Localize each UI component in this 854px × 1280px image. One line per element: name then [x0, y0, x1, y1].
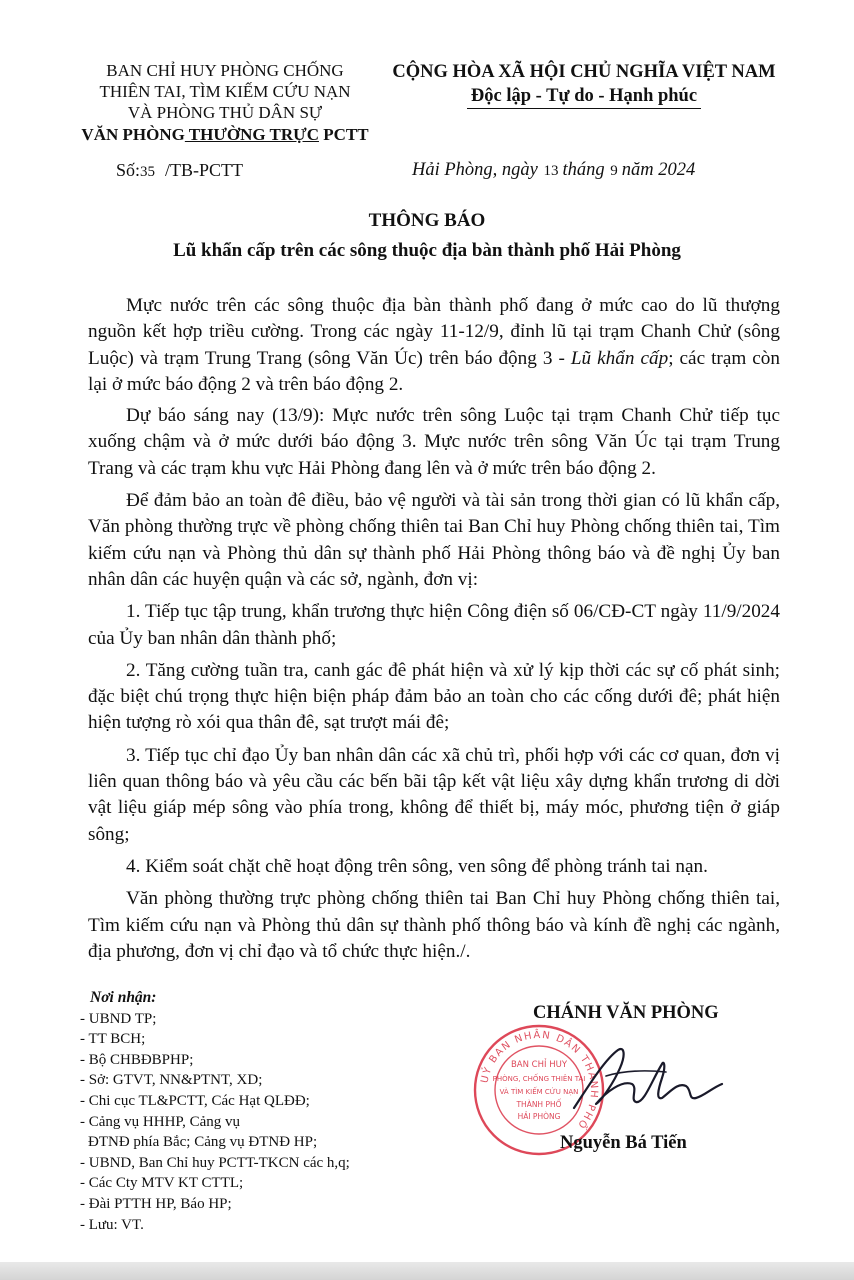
paragraph-closing: Văn phòng thường trực phòng chống thiên tai Ban Chỉ huy Phòng chống thiên tai, Tìm kiếm cứu nạn và Phòng thủ dân sự thành phố thông báo và kính đề nghị các ngành, địa phương, đơn vị chỉ đạo và tổ chức thực hiện./. — [88, 888, 780, 962]
nation-name: CỘNG HÒA XÃ HỘI CHỦ NGHĨA VIỆT NAM — [392, 62, 776, 82]
recipient-item: - UBND TP; — [80, 1010, 157, 1027]
recipient-item: - Lưu: VT. — [80, 1216, 144, 1233]
paragraph-situation-italic: Lũ khẩn cấp — [570, 347, 669, 369]
office-name-post: PCTT — [318, 125, 369, 144]
seal-ring-text: UỶ BAN NHÂN DÂN THÀNH PHỐ — [479, 1029, 600, 1132]
signer-name: Nguyễn Bá Tiến — [560, 1133, 687, 1153]
recipient-item: ĐTNĐ phía Bắc; Cảng vụ ĐTNĐ HP; — [88, 1134, 318, 1151]
svg-text:PHÒNG, CHỐNG THIÊN TAI: PHÒNG, CHỐNG THIÊN TAI — [492, 1075, 586, 1083]
svg-text:VÀ TÌM KIẾM CỨU NẠN: VÀ TÌM KIẾM CỨU NẠN — [499, 1088, 579, 1096]
recipient-item: - Sở: GTVT, NN&PTNT, XD; — [80, 1072, 263, 1089]
recipient-item: - Bộ CHBĐBPHP; — [80, 1051, 194, 1068]
agency-line-1: BAN CHỈ HUY PHÒNG CHỐNG — [106, 61, 344, 80]
agency-line-2: THIÊN TAI, TÌM KIẾM CỨU NẠN — [99, 82, 351, 101]
list-item-2: 2. Tăng cường tuần tra, canh gác đê phát hiện và xử lý kịp thời các sự cố phát sinh; đặc biệt chú trọng thực hiện biện pháp đảm bảo an toàn cho các cống dưới đê; phát hiện hiện tượng rò xói qua thân đê, sạt trượt mái đê; — [88, 659, 780, 734]
bottom-edge-bar — [0, 1262, 854, 1280]
document-body — [88, 293, 780, 971]
agency-line-3: VÀ PHÒNG THỦ DÂN SỰ — [127, 103, 323, 122]
paragraph-situation-tail: ; các trạm còn lại ở mức báo động 2 và trên báo động 2. — [88, 347, 780, 395]
paragraph-forecast: Dự báo sáng nay (13/9): Mực nước trên sông Luộc tại trạm Chanh Chử tiếp tục xuống chậm và ở mức dưới báo động 3. Mực nước trên sông Văn Úc tại trạm Trung Trang và các trạm khu vực Hải Phòng đang lên và ở mức trên báo động 2. — [88, 405, 780, 479]
document-title: THÔNG BÁO — [368, 210, 486, 231]
paragraph-request: Để đảm bảo an toàn đê điều, bảo vệ người và tài sản trong thời gian có lũ khẩn cấp, Văn phòng thường trực về phòng chống thiên tai Ban Chỉ huy Phòng chống thiên tai, Tìm kiếm cứu nạn và Phòng thủ dân sự thành phố Hải Phòng thông báo và đề nghị Ủy ban nhân dân các huyện quận và các sở, ngành, đơn vị: — [88, 490, 780, 590]
document-number — [116, 160, 243, 181]
number-value: 35 — [140, 164, 156, 180]
national-header — [384, 60, 784, 109]
issuing-agency — [66, 60, 384, 145]
list-item-1: 1. Tiếp tục tập trung, khẩn trương thực hiện Công điện số 06/CĐ-CT ngày 11/9/2024 của Ủy ban nhân dân thành phố; — [88, 601, 780, 649]
date-day: 13 — [543, 163, 559, 179]
office-name-pre: VĂN PHÒNG — [81, 125, 185, 144]
recipient-item: - UBND, Ban Chỉ huy PCTT-TKCN các h,q; — [80, 1154, 350, 1171]
date-month-label: tháng — [562, 160, 605, 180]
number-suffix: /TB-PCTT — [165, 160, 244, 180]
paragraph-situation — [88, 293, 780, 398]
document-subtitle: Lũ khẩn cấp trên các sông thuộc địa bàn thành phố Hải Phòng — [173, 240, 681, 261]
list-item-4: 4. Kiểm soát chặt chẽ hoạt động trên sông, ven sông để phòng tránh tai nạn. — [126, 855, 708, 877]
document-date — [412, 160, 695, 181]
recipients-title: Nơi nhận: — [90, 989, 157, 1006]
signer-title: CHÁNH VĂN PHÒNG — [533, 1003, 719, 1023]
date-month: 9 — [610, 163, 618, 179]
office-name — [66, 124, 384, 145]
recipient-item: - Đài PTTH HP, Báo HP; — [80, 1195, 232, 1212]
recipient-item: - Cảng vụ HHHP, Cảng vụ — [80, 1113, 240, 1130]
date-year: năm 2024 — [621, 160, 696, 180]
recipient-item: - TT BCH; — [80, 1031, 146, 1048]
national-motto: Độc lập - Tự do - Hạnh phúc — [467, 84, 701, 109]
paragraph-situation-text: Mực nước trên các sông thuộc địa bàn thành phố đang ở mức cao do lũ thượng nguồn kết hợp triều cường. Trong các ngày 11-12/9, đỉnh lũ tại trạm Chanh Chử (sông Luộc) và trạm Trung Trang (sông Văn Úc) trên báo động 3 - — [88, 295, 780, 369]
svg-text:THÀNH PHỐ: THÀNH PHỐ — [516, 1100, 562, 1109]
date-place: Hải Phòng, ngày — [412, 160, 538, 180]
recipients-list — [80, 988, 350, 1235]
list-item-3: 3. Tiếp tục chỉ đạo Ủy ban nhân dân các xã chủ trì, phối hợp với các cơ quan, đơn vị liên quan thông báo và yêu cầu các bến bãi tập kết vật liệu xây dựng khẩn trương di dời vật liệu giáp mép sông vào phía trong, không để thiết bị, máy móc, phương tiện ở giáp sông; — [88, 744, 780, 845]
number-prefix: Số: — [116, 160, 141, 180]
svg-text:BAN CHỈ HUY: BAN CHỈ HUY — [510, 1060, 568, 1070]
handwritten-signature-icon — [566, 1030, 726, 1130]
recipient-item: - Các Cty MTV KT CTTL; — [80, 1175, 244, 1192]
recipient-item: - Chi cục TL&PCTT, Các Hạt QLĐĐ; — [80, 1092, 310, 1109]
office-name-underlined: THƯỜNG TRỰC — [184, 125, 319, 144]
svg-text:HẢI PHÒNG: HẢI PHÒNG — [517, 1112, 561, 1121]
